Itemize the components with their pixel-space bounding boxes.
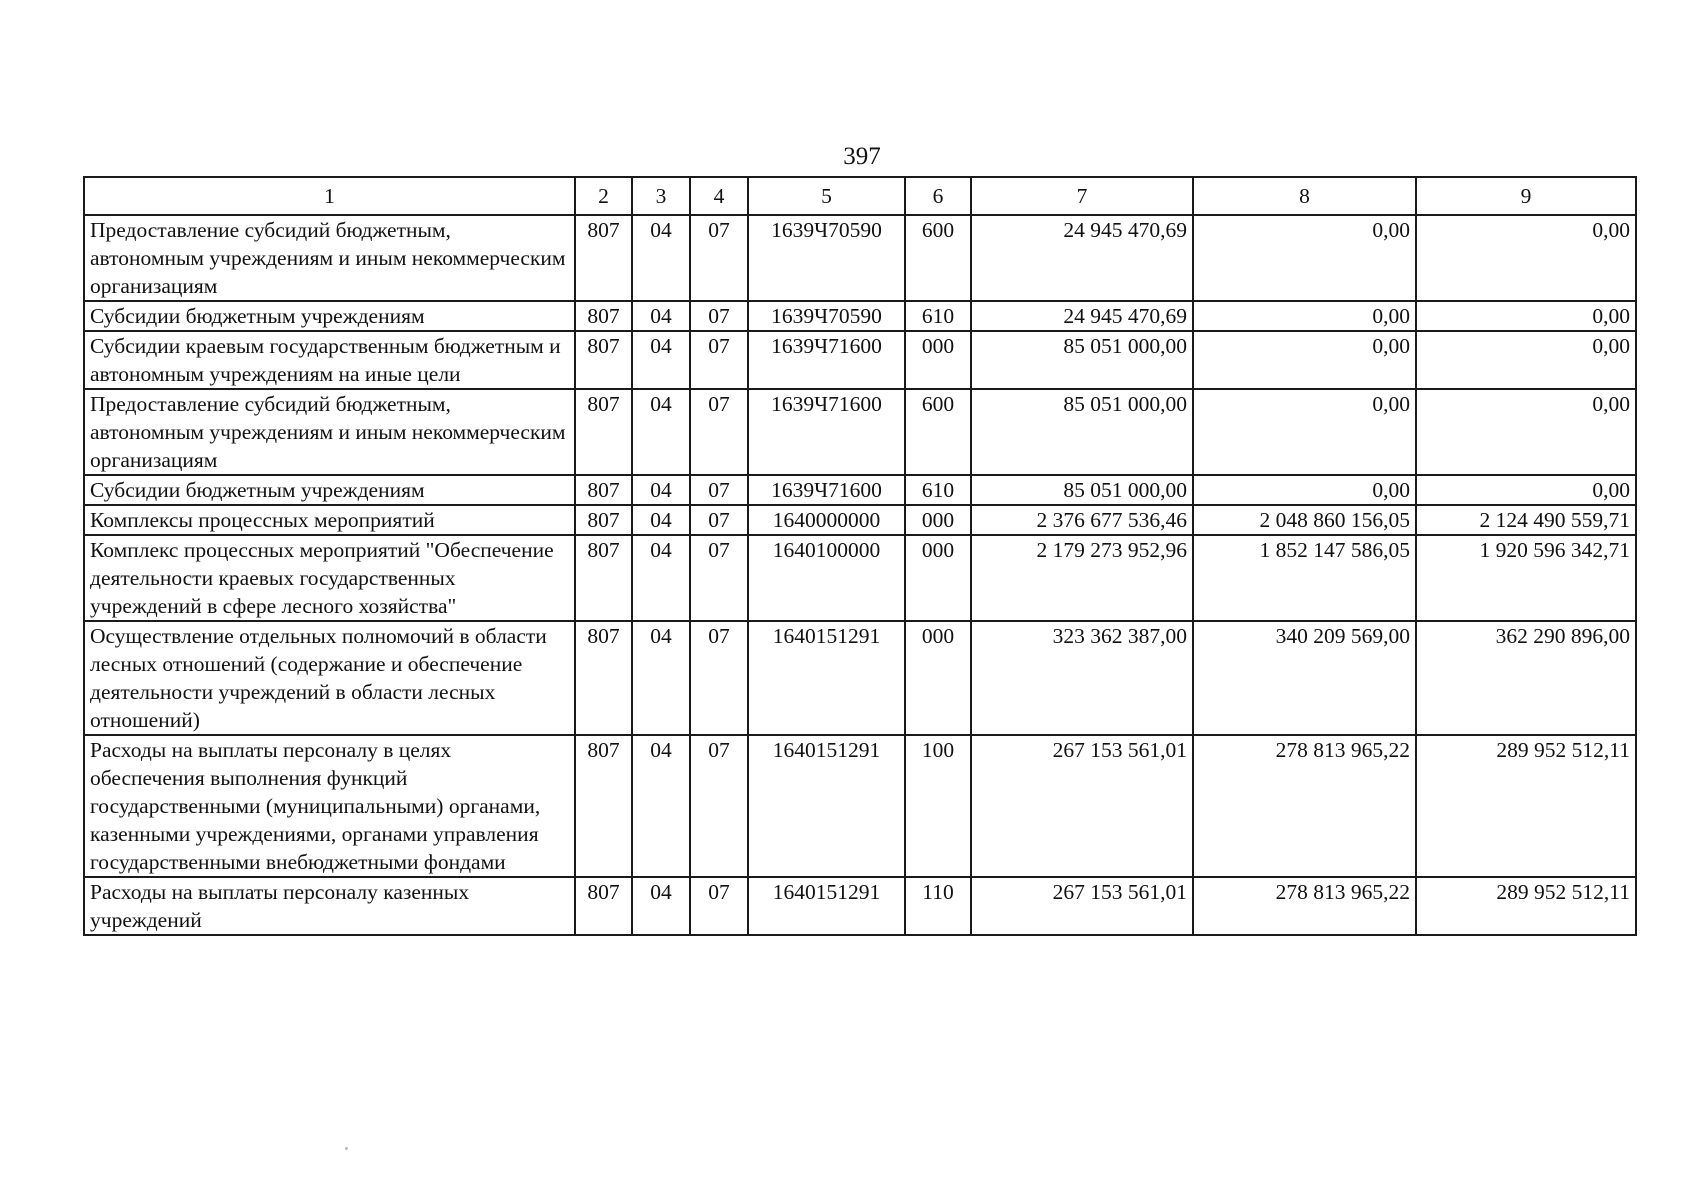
table-row: [84, 215, 1636, 301]
row-code-cell: 07: [690, 505, 748, 535]
row-sum-cell: 0,00: [1193, 475, 1416, 505]
row-code-cell: 807: [575, 331, 632, 389]
header-cell: 4: [690, 177, 748, 215]
row-sum-cell: 0,00: [1193, 331, 1416, 389]
row-code-cell: 07: [690, 389, 748, 475]
header-cell: 1: [84, 177, 575, 215]
row-code-cell: 807: [575, 389, 632, 475]
row-sum-cell: 323 362 387,00: [971, 621, 1193, 735]
row-sum-cell: 278 813 965,22: [1193, 877, 1416, 935]
page-number: 397: [843, 143, 881, 170]
row-sum-cell: 24 945 470,69: [971, 215, 1193, 301]
row-name-cell: Субсидии бюджетным учреждениям: [84, 475, 575, 505]
row-code-cell: 07: [690, 301, 748, 331]
row-code-cell: 1640151291: [748, 877, 905, 935]
row-code-cell: 1639Ч71600: [748, 389, 905, 475]
row-code-cell: 04: [632, 389, 690, 475]
row-name-cell: Комплексы процессных мероприятий: [84, 505, 575, 535]
table-row: [84, 877, 1636, 935]
row-code-cell: 1640151291: [748, 735, 905, 877]
row-sum-cell: 24 945 470,69: [971, 301, 1193, 331]
header-row: [84, 177, 1636, 215]
row-code-cell: 07: [690, 877, 748, 935]
row-sum-cell: 85 051 000,00: [971, 331, 1193, 389]
row-code-cell: 07: [690, 735, 748, 877]
row-sum-cell: 2 124 490 559,71: [1416, 505, 1636, 535]
row-sum-cell: 2 048 860 156,05: [1193, 505, 1416, 535]
row-sum-cell: 1 920 596 342,71: [1416, 535, 1636, 621]
row-sum-cell: 2 179 273 952,96: [971, 535, 1193, 621]
row-sum-cell: 289 952 512,11: [1416, 735, 1636, 877]
row-sum-cell: 0,00: [1416, 215, 1636, 301]
row-name-cell: Субсидии бюджетным учреждениям: [84, 301, 575, 331]
row-code-cell: 04: [632, 505, 690, 535]
table-row: [84, 505, 1636, 535]
row-sum-cell: 1 852 147 586,05: [1193, 535, 1416, 621]
row-code-cell: 610: [905, 301, 971, 331]
row-name-cell: Субсидии краевым государственным бюджетным и автономным учреждениям на иные цели: [84, 331, 575, 389]
row-code-cell: 807: [575, 735, 632, 877]
row-code-cell: 807: [575, 621, 632, 735]
row-code-cell: 07: [690, 215, 748, 301]
row-name-cell: Осуществление отдельных полномочий в области лесных отношений (содержание и обеспечение деятельности учреждений в области лесных отношений): [84, 621, 575, 735]
table-row: [84, 331, 1636, 389]
row-code-cell: 1640151291: [748, 621, 905, 735]
table-row: [84, 621, 1636, 735]
table-row: [84, 389, 1636, 475]
header-cell: 3: [632, 177, 690, 215]
scan-speck: [345, 1147, 348, 1150]
row-code-cell: 04: [632, 621, 690, 735]
row-sum-cell: 0,00: [1416, 475, 1636, 505]
row-code-cell: 000: [905, 505, 971, 535]
row-name-cell: Предоставление субсидий бюджетным, автономным учреждениям и иным некоммерческим организациям: [84, 215, 575, 301]
row-code-cell: 04: [632, 301, 690, 331]
row-code-cell: 04: [632, 475, 690, 505]
table-row: [84, 301, 1636, 331]
table-row: [84, 475, 1636, 505]
row-code-cell: 807: [575, 475, 632, 505]
row-name-cell: Комплекс процессных мероприятий "Обеспечение деятельности краевых государственных учреждений в сфере лесного хозяйства": [84, 535, 575, 621]
header-cell: 6: [905, 177, 971, 215]
row-name-cell: Расходы на выплаты персоналу казенных учреждений: [84, 877, 575, 935]
row-sum-cell: 0,00: [1193, 215, 1416, 301]
row-code-cell: 1639Ч71600: [748, 475, 905, 505]
row-sum-cell: 267 153 561,01: [971, 877, 1193, 935]
header-cell: 2: [575, 177, 632, 215]
row-code-cell: 1639Ч70590: [748, 301, 905, 331]
row-name-cell: Расходы на выплаты персоналу в целях обеспечения выполнения функций государственными (муниципальными) органами, казенными учреждениями, органами управления государственными внебюджетными фондами: [84, 735, 575, 877]
row-sum-cell: 0,00: [1416, 389, 1636, 475]
row-sum-cell: 340 209 569,00: [1193, 621, 1416, 735]
header-cell: 8: [1193, 177, 1416, 215]
header-cell: 7: [971, 177, 1193, 215]
row-code-cell: 100: [905, 735, 971, 877]
row-code-cell: 000: [905, 621, 971, 735]
header-cell: 5: [748, 177, 905, 215]
row-code-cell: 000: [905, 331, 971, 389]
row-code-cell: 000: [905, 535, 971, 621]
header-cell: 9: [1416, 177, 1636, 215]
row-code-cell: 110: [905, 877, 971, 935]
row-sum-cell: 85 051 000,00: [971, 475, 1193, 505]
row-sum-cell: 2 376 677 536,46: [971, 505, 1193, 535]
row-code-cell: 04: [632, 535, 690, 621]
row-sum-cell: 267 153 561,01: [971, 735, 1193, 877]
row-code-cell: 07: [690, 475, 748, 505]
row-code-cell: 04: [632, 877, 690, 935]
budget-table: [83, 176, 1637, 936]
row-code-cell: 04: [632, 215, 690, 301]
row-sum-cell: 362 290 896,00: [1416, 621, 1636, 735]
row-code-cell: 07: [690, 331, 748, 389]
row-sum-cell: 0,00: [1416, 301, 1636, 331]
row-code-cell: 610: [905, 475, 971, 505]
row-code-cell: 1639Ч71600: [748, 331, 905, 389]
table-body: [84, 215, 1636, 935]
row-code-cell: 807: [575, 877, 632, 935]
row-code-cell: 04: [632, 735, 690, 877]
row-code-cell: 600: [905, 389, 971, 475]
row-code-cell: 1640100000: [748, 535, 905, 621]
row-name-cell: Предоставление субсидий бюджетным, автономным учреждениям и иным некоммерческим организациям: [84, 389, 575, 475]
row-code-cell: 07: [690, 535, 748, 621]
row-code-cell: 1639Ч70590: [748, 215, 905, 301]
row-code-cell: 1640000000: [748, 505, 905, 535]
row-code-cell: 07: [690, 621, 748, 735]
row-code-cell: 04: [632, 331, 690, 389]
table-row: [84, 535, 1636, 621]
row-code-cell: 807: [575, 535, 632, 621]
table-row: [84, 735, 1636, 877]
row-sum-cell: 0,00: [1416, 331, 1636, 389]
row-sum-cell: 278 813 965,22: [1193, 735, 1416, 877]
row-code-cell: 807: [575, 505, 632, 535]
row-sum-cell: 0,00: [1193, 389, 1416, 475]
row-sum-cell: 289 952 512,11: [1416, 877, 1636, 935]
row-sum-cell: 85 051 000,00: [971, 389, 1193, 475]
row-code-cell: 807: [575, 215, 632, 301]
row-code-cell: 807: [575, 301, 632, 331]
row-code-cell: 600: [905, 215, 971, 301]
row-sum-cell: 0,00: [1193, 301, 1416, 331]
